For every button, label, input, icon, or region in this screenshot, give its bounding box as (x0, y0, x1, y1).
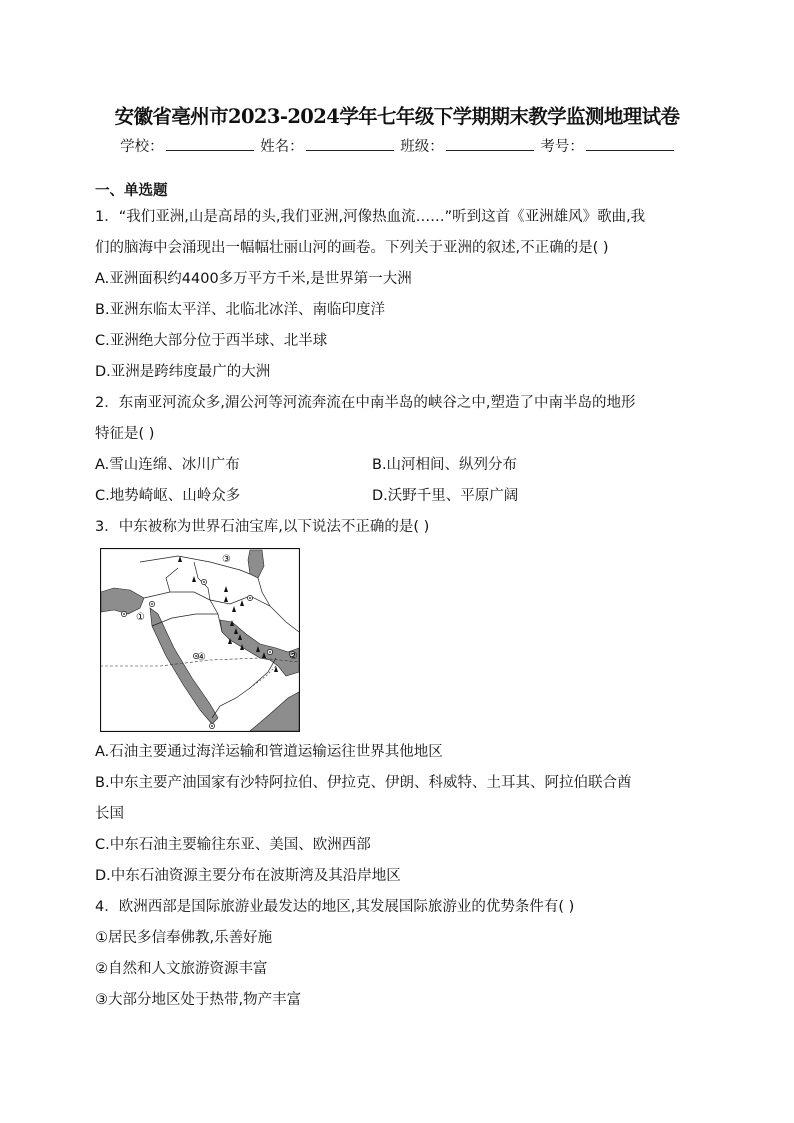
question-2-stem-line-2: 特征是( ) (95, 426, 155, 442)
question-1-stem-line-2: 们的脑海中会涌现出一幅幅壮丽山河的画卷。下列关于亚洲的叙述,不正确的是( ) (95, 240, 609, 256)
class-field[interactable] (400, 135, 534, 156)
class-blank[interactable] (446, 136, 534, 151)
question-2-stem-line-1: 2．东南亚河流众多,湄公河等河流奔流在中南半岛的峡谷之中,塑造了中南半岛的地形 (95, 395, 636, 411)
school-field[interactable] (120, 135, 254, 156)
middle-east-oil-map (100, 548, 300, 732)
question-2-option-b[interactable]: B.山河相间、纵列分布 (372, 457, 518, 473)
map-label-1: ① (136, 612, 145, 623)
question-3-option-b-continued[interactable]: 长国 (95, 806, 124, 822)
map-label-2: ② (289, 651, 298, 662)
question-3-stem: 3．中东被称为世界石油宝库,以下说法不正确的是( ) (95, 519, 430, 535)
question-2-option-row-2 (95, 481, 705, 512)
name-blank[interactable] (306, 136, 394, 151)
exam-number-label: 考号： (540, 139, 584, 155)
question-1-option-d[interactable]: D.亚洲是跨纬度最广的大洲 (95, 364, 271, 380)
question-3-option-d[interactable]: D.中东石油资源主要分布在波斯湾及其沿岸地区 (95, 868, 401, 884)
question-3-option-c[interactable]: C.中东石油主要输往东亚、美国、欧洲西部 (95, 837, 371, 853)
name-field[interactable] (260, 135, 394, 156)
question-1-option-b[interactable]: B.亚洲东临太平洋、北临北冰洋、南临印度洋 (95, 302, 386, 318)
exam-number-blank[interactable] (586, 136, 674, 151)
question-2-option-d[interactable]: D.沃野千里、平原广阔 (372, 488, 519, 504)
map-label-4: ④ (197, 652, 206, 663)
name-label: 姓名： (260, 139, 304, 155)
question-2 (95, 388, 705, 512)
question-4 (95, 892, 705, 1016)
map-label-3: ③ (222, 554, 231, 565)
question-1-option-a[interactable]: A.亚洲面积约4400多万平方千米,是世界第一大洲 (95, 271, 412, 287)
question-3-option-b[interactable]: B.中东主要产油国家有沙特阿拉伯、伊拉克、伊朗、科威特、土耳其、阿拉伯联合酋 (95, 775, 632, 791)
question-1 (95, 202, 705, 388)
question-4-stem: 4．欧洲西部是国际旅游业最发达的地区,其发展国际旅游业的优势条件有( ) (95, 899, 575, 915)
question-1-option-c[interactable]: C.亚洲绝大部分位于西半球、北半球 (95, 333, 328, 349)
question-2-option-a[interactable]: A.雪山连绵、冰川广布 (95, 457, 240, 473)
question-1-stem-line-1: 1．“我们亚洲,山是高昂的头,我们亚洲,河像热血流……”听到这首《亚洲雄风》歌曲,我 (95, 209, 646, 225)
exam-title: 安徽省亳州市2023-2024学年七年级下学期期末教学监测地理试卷 (114, 105, 680, 128)
question-2-option-row-1 (95, 450, 705, 481)
exam-number-field[interactable] (540, 135, 674, 156)
question-4-statement-2: ②自然和人文旅游资源丰富 (95, 961, 268, 977)
question-3 (95, 512, 705, 892)
school-blank[interactable] (166, 136, 254, 151)
school-label: 学校： (120, 139, 164, 155)
question-4-statement-1: ①居民多信奉佛教,乐善好施 (95, 930, 273, 946)
question-3-option-a[interactable]: A.石油主要通过海洋运输和管道运输运往世界其他地区 (95, 744, 443, 760)
question-2-option-c[interactable]: C.地势崎岖、山岭众多 (95, 488, 241, 504)
question-4-statement-3: ③大部分地区处于热带,物产丰富 (95, 992, 302, 1008)
class-label: 班级： (400, 139, 444, 155)
student-info-fields (0, 135, 794, 156)
exam-content (95, 180, 705, 1016)
section-heading: 一、单选题 (95, 183, 168, 199)
